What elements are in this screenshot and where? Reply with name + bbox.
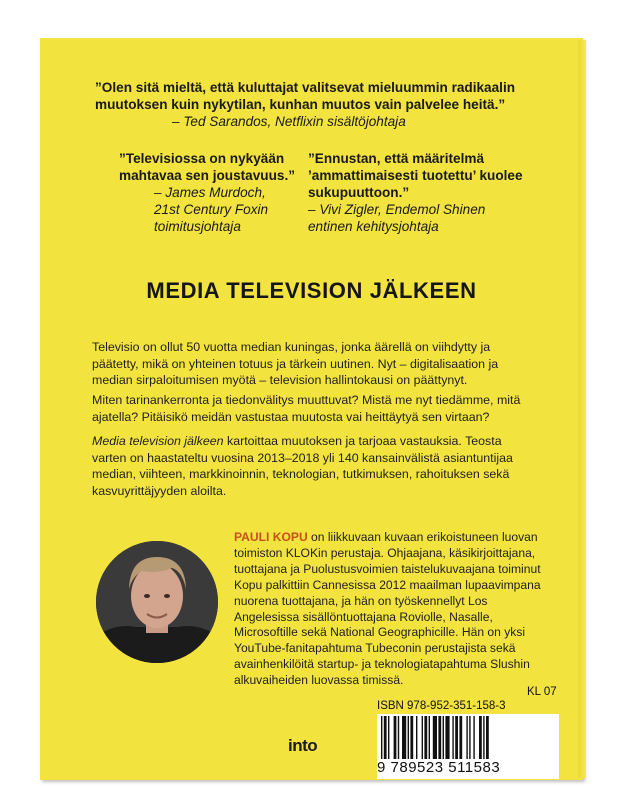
author-photo (96, 541, 218, 663)
blurb-paragraph-3-text: kartoittaa muutoksen ja tarjoaa vastauksia. Teosta varten on haastateltu vuosina 2013–2018 yli 140 kansainvälistä asiantuntijaa median, viihteen, markkinoinnin, teknologian, tutkimuksen, rahoituksen sekä kasvuyrittäjyyden aloilta. (92, 434, 513, 498)
quote-attribution-line: – Vivi Zigler, Endemol Shinen (308, 202, 486, 217)
quote-text: ”Televisiossa on nykyään mahtavaa sen joustavuus.” (119, 151, 296, 183)
quote-attribution-line: 21st Century Foxin (154, 202, 269, 217)
barcode-number: 9 789523 511583 (377, 759, 559, 779)
author-name: PAULI KOPU (234, 530, 308, 544)
quote-attribution: – Ted Sarandos, Netflixin sisältöjohtaja (172, 114, 406, 129)
isbn-label: ISBN 978-952-351-158-3 (377, 700, 506, 712)
quote-murdoch (119, 150, 319, 235)
barcode (377, 714, 559, 761)
quote-attribution-line: entinen kehitysjohtaja (308, 219, 439, 234)
blurb-paragraph-3 (92, 433, 532, 499)
blurb-paragraph-1: Televisio on ollut 50 vuotta median kuningas, jonka äärellä on viihdytty ja päätetty, mikä on yhteinen totuus ja tärkein uutinen. Nyt – digitalisaation ja median sirpaloitumisen myötä – television hallintokausi on päättynyt. (92, 340, 499, 388)
quote-zigler (308, 150, 548, 235)
book-title: MEDIA TELEVISION JÄLKEEN (146, 278, 477, 303)
quote-attribution-line: toimitusjohtaja (154, 219, 241, 234)
quote-text: ”Ennustan, että määritelmä ’ammattimaisesti tuotettu’ kuolee sukupuuttoon.” (308, 151, 523, 200)
quote-sarandos (95, 79, 555, 130)
quote-text: ”Olen sitä mieltä, että kuluttajat valitsevat mieluummin radikaalin muutoksen kuin nykytilan, kunhan muutos vain palvelee heitä.” (95, 80, 516, 112)
book-spine-edge (578, 40, 586, 778)
class-code: KL 07 (527, 686, 557, 698)
author-bio (234, 530, 552, 689)
quote-attribution-line: – James Murdoch, (154, 185, 266, 200)
publisher-logo: into (288, 736, 318, 755)
author-bio-text: on liikkuvaan kuvaan erikoistuneen luovan toimiston KLOKin perustaja. Ohjaajana, käsikirjoittajana, tuottajana ja Puolustusvoimien taistelukuvaajana toiminut Kopu palkittiin Cannesissa 2012 maailman lupaavimpana nuorena tuottajana, ja hän on työskennellyt Los Angelesissa sisällöntuottajana Roviolle, Nasalle, Microsoftille sekä National Geographicille. Hän on yksi YouTube-fanitapahtuma Tubeconin perustajista sekä avainhenkilöitä startup- ja teknologiatapahtuma Slushin alkuvaiheiden luovassa timissä. (234, 530, 541, 688)
book-title-italic: Media television jälkeen (92, 434, 224, 448)
blurb-paragraph-2: Miten tarinankerronta ja tiedonvälitys muuttuvat? Mistä me nyt tiedämme, mitä ajatella? Pitäisikö meidän vastustaa muutosta vai heittäytyä sen virtaan? (92, 393, 521, 424)
